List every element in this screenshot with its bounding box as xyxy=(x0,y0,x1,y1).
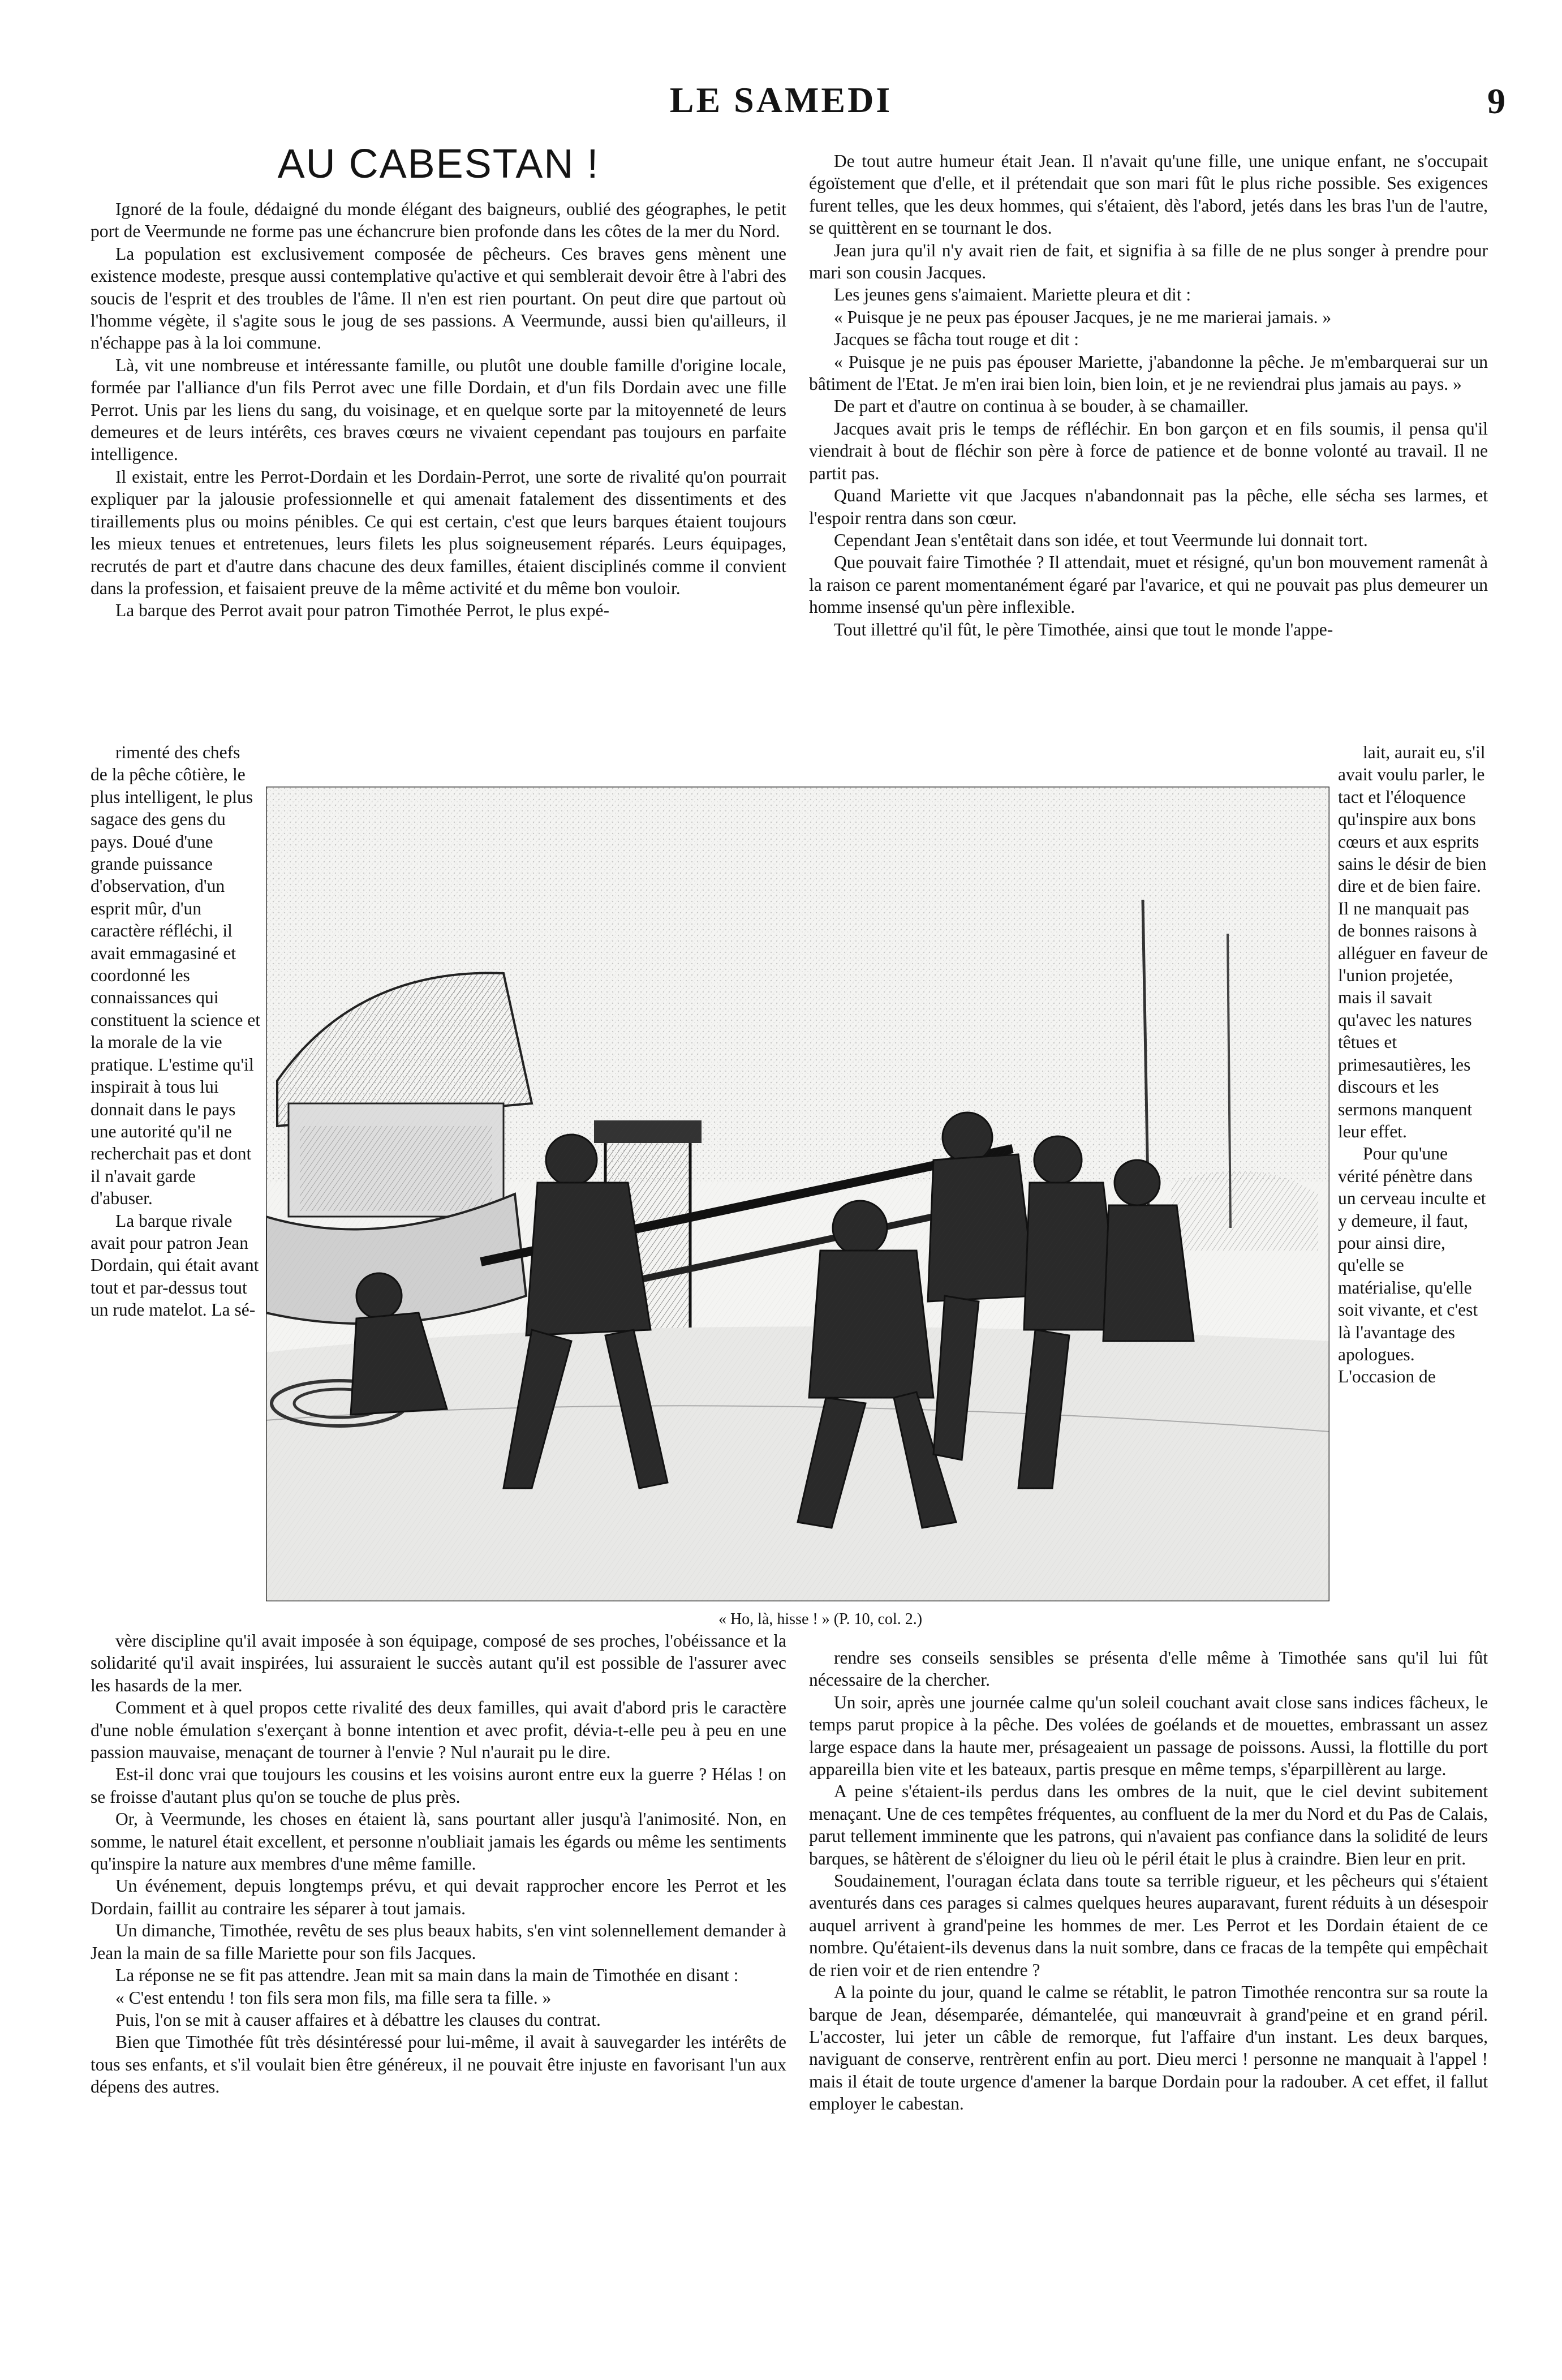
paragraph: Quand Mariette vit que Jacques n'abandonnait pas la pêche, elle sécha ses larmes, et l'espoir rentra dans son cœur. xyxy=(809,486,1488,528)
journal-title: LE SAMEDI xyxy=(669,80,893,120)
paragraph: Un événement, depuis longtemps prévu, et qui devait rapprocher encore les Perrot et les Dordain, faillit au contraire les séparer à tout jamais. xyxy=(91,1876,786,1918)
article-title: AU CABESTAN ! xyxy=(277,141,600,187)
paragraph: Jacques avait pris le temps de réfléchir. En bon garçon et en fils soumis, il pensa qu'il viendrait à bout de fléchir son père à force de patience et de bonne volonté au travail. Il ne partit pas. xyxy=(809,418,1488,483)
paragraph: Un soir, après une journée calme qu'un soleil couchant avait close sans indices fâcheux, le temps parut propice à la pêche. Des volées de goélands et de mouettes, embrassant un assez large espace dans la haute mer, présageaient un passage de poissons. Aussi, la flottille du port appareilla bien vite et les bateaux, partis presque en même temps, s'éparpillèrent au large. xyxy=(809,1692,1488,1780)
paragraph-group xyxy=(1338,741,1488,1388)
paragraph-group xyxy=(91,198,786,622)
paragraph: Puis, l'on se mit à causer affaires et à débattre les clauses du contrat. xyxy=(115,2009,601,2030)
paragraph: La barque rivale avait pour patron Jean Dordain, qui était avant tout et par-dessus tout un rude matelot. La sé- xyxy=(91,1210,259,1320)
illustration-drawing xyxy=(266,787,1329,1601)
paragraph: Tout illettré qu'il fût, le père Timothée, ainsi que tout le monde l'appe- xyxy=(834,619,1333,639)
illustration-caption: « Ho, là, hisse ! » (P. 10, col. 2.) xyxy=(718,1610,923,1628)
paragraph: Soudainement, l'ouragan éclata dans toute sa terrible rigueur, et les pêcheurs qui s'étaient aventurés dans ces parages si calmes quelques heures auparavant, furent réduits à un désespoir auquel arrivent à grand'peine les hommes de mer. Les Perrot et les Dordain étaient de ce nombre. Qu'étaient-ils devenus dans la nuit sombre, dans ce fracas de la tempête qui empêchait de rien voir et de rien entendre ? xyxy=(809,1871,1488,1980)
paragraph: De tout autre humeur était Jean. Il n'avait qu'une fille, une unique enfant, ne s'occupait égoïstement que d'elle, et il prétendait que son mari fût le plus riche possible. Ses exigences furent telles, que les deux hommes, qui s'étaient, dès l'abord, jetés dans les bras l'un de l'autre, se quittèrent en se tournant le dos. xyxy=(809,151,1488,238)
paragraph: A peine s'étaient-ils perdus dans les ombres de la nuit, que le ciel devint subitement menaçant. Une de ces tempêtes fréquentes, au confluent de la mer du Nord et du Pas de Calais, parut tellement imminente que les patrons, qui n'avaient pas confiance dans la solidité de leurs barques, se hâtèrent de s'éloigner du lieu où le péril était le plus à craindre. Bien leur en prit. xyxy=(809,1781,1488,1868)
paragraph: Jean jura qu'il n'y avait rien de fait, et signifia à sa fille de ne plus songer à prendre pour mari son cousin Jacques. xyxy=(809,240,1488,283)
page-number: 9 xyxy=(1487,81,1505,121)
paragraph: Comment et à quel propos cette rivalité des deux familles, qui avait d'abord pris le caractère d'une noble émulation s'exerçant à bonne intention et avec profit, dévia-t-elle peu à peu en une passion mauvaise, menaçant de tourner à l'envie ? Nul n'aurait pu le dire. xyxy=(91,1698,786,1763)
left-wrap-column xyxy=(91,741,260,1321)
paragraph: « C'est entendu ! ton fils sera mon fils, ma fille sera ta fille. » xyxy=(115,1987,552,2008)
paragraph-group xyxy=(91,1630,786,2098)
paragraph-group xyxy=(91,741,260,1321)
paragraph: La population est exclusivement composée de pêcheurs. Ces braves gens mènent une existence modeste, presque aussi contemplative qu'active et qui semblerait devoir être à l'abri des soucis de l'esprit et des troubles de l'âme. Il n'en est rien pourtant. On peut dire que partout où l'homme végète, il s'agite sous le joug de ses passions. A Veermunde, aussi bien qu'ailleurs, il n'échappe pas à la loi commune. xyxy=(91,243,786,353)
paragraph: Que pouvait faire Timothée ? Il attendait, muet et résigné, qu'un bon mouvement ramenât à la raison ce parent momentanément égaré par l'avarice, et qui ne pouvait pas plus demeurer un homme insensé qu'un père inflexible. xyxy=(809,552,1488,617)
paragraph: Là, vit une nombreuse et intéressante famille, ou plutôt une double famille d'origine locale, formée par l'alliance d'un fils Perrot avec une fille Dordain, et d'un fils Dordain avec une fille Perrot. Unis par les liens du sang, du voisinage, et en quelque sorte par la mitoyenneté de leurs demeures et de leurs intérêts, ces braves cœurs ne vivaient cependant pas toujours en parfaite intelligence. xyxy=(91,355,786,465)
paragraph-group xyxy=(809,1647,1488,2115)
paragraph: Bien que Timothée fût très désintéressé pour lui-même, il avait à sauvegarder les intérêts de tous ses enfants, et s'il voulait bien être généreux, il ne pouvait être injuste en favorisant l'un aux dépens des autres. xyxy=(91,2032,786,2097)
paragraph: lait, aurait eu, s'il avait voulu parler, le tact et l'éloquence qu'inspire aux bons cœurs et aux esprits sains le désir de bien dire et de bien faire. Il ne manquait pas de bonnes raisons à alléguer en faveur de l'union projetée, mais il savait qu'avec les natures têtues et primesautières, les discours et les sermons manquent leur effet. xyxy=(1338,742,1488,1141)
paragraph: Un dimanche, Timothée, revêtu de ses plus beaux habits, s'en vint solennellement demander à Jean la main de sa fille Mariette pour son fils Jacques. xyxy=(91,1921,786,1963)
left-column-bottom xyxy=(91,1630,786,2098)
paragraph: Jacques se fâcha tout rouge et dit : xyxy=(834,329,1079,350)
paragraph: A la pointe du jour, quand le calme se rétablit, le patron Timothée rencontra sur sa route la barque de Jean, désemparée, démantelée, qui manœuvrait à grand'peine et en grand péril. L'accoster, lui jeter un câble de remorque, fut l'affaire d'un instant. Les deux barques, naviguant de conserve, rentrèrent enfin au port. Dieu merci ! personne ne manquait à l'appel ! mais il était de toute urgence d'amener la barque Dordain pour la radouber. A cet effet, il fallut employer le cabestan. xyxy=(809,1982,1488,2114)
paragraph: rimenté des chefs de la pêche côtière, le plus intelligent, le plus sagace des gens du pays. Doué d'une grande puissance d'observation, d'un esprit mûr, d'un caractère réfléchi, il avait emmagasiné et coordonné les connaissances qui constituent la science et la morale de la vie pratique. L'estime qu'il inspirait à tous lui donnait dans le pays une autorité qu'il ne recherchait pas et dont il n'avait garde d'abuser. xyxy=(91,742,261,1209)
paragraph: Ignoré de la foule, dédaigné du monde élégant des baigneurs, oublié des géographes, le petit port de Veermunde ne forme pas une échancrure bien profonde dans les côtes de la mer du Nord. xyxy=(91,199,786,242)
paragraph: « Puisque je ne peux pas épouser Jacques, je ne me marierai jamais. » xyxy=(834,307,1332,327)
right-column-bottom xyxy=(809,1647,1488,2115)
paragraph: rendre ses conseils sensibles se présenta d'elle même à Timothée sans qu'il lui fût nécessaire de la chercher. xyxy=(809,1648,1488,1690)
left-column-top xyxy=(91,141,786,622)
paragraph: vère discipline qu'il avait imposée à son équipage, composé de ses proches, l'obéissance et la solidarité qu'il avait inspirées, lui assuraient le succès autant qu'il est possible de l'assurer avec les hasards de la mer. xyxy=(91,1631,786,1695)
paragraph-group xyxy=(809,150,1488,641)
capstan-illustration xyxy=(266,787,1329,1601)
right-wrap-column xyxy=(1338,741,1488,1388)
paragraph: Pour qu'une vérité pénètre dans un cerveau inculte et y demeure, il faut, pour ainsi dire, qu'elle se matérialise, qu'elle soit vivante, et c'est là l'avantage des apologues. L'occasion de xyxy=(1338,1144,1486,1387)
paragraph: Est-il donc vrai que toujours les cousins et les voisins auront entre eux la guerre ? Hélas ! on se froisse d'autant plus qu'on se touche de plus près. xyxy=(91,1764,786,1807)
paragraph: Les jeunes gens s'aimaient. Mariette pleura et dit : xyxy=(834,285,1191,305)
right-column-top xyxy=(809,150,1488,641)
paragraph: Cependant Jean s'entêtait dans son idée, et tout Veermunde lui donnait tort. xyxy=(834,530,1368,550)
paragraph: Il existait, entre les Perrot-Dordain et les Dordain-Perrot, une sorte de rivalité qu'on pourrait expliquer par la jalousie professionnelle et qui amenait fatalement des dissentiments et des tiraillements plus ou moins pénibles. Ce qui est certain, c'est que leurs barques étaient toujours les mieux tenues et entretenues, leurs filets les plus soigneusement réparés. Leurs équipages, recrutés de part et d'autre dans chacune des deux familles, étaient disciplinés comme il convient dans la profession, et faisaient preuve de la même activité et du même bon vouloir. xyxy=(91,466,786,598)
paragraph: De part et d'autre on continua à se bouder, à se chamailler. xyxy=(834,396,1249,416)
paragraph: La barque des Perrot avait pour patron Timothée Perrot, le plus expé- xyxy=(115,600,610,621)
paragraph: Or, à Veermunde, les choses en étaient là, sans pourtant aller jusqu'à l'animosité. Non, en somme, le naturel était excellent, et personne n'oubliait jamais les égards ou même les sentiments qu'inspire la nature aux membres d'une même famille. xyxy=(91,1809,786,1874)
paragraph: La réponse ne se fit pas attendre. Jean mit sa main dans la main de Timothée en disant : xyxy=(115,1965,739,1986)
paragraph: « Puisque je ne puis pas épouser Mariette, j'abandonne la pêche. Je m'embarquerai sur un bâtiment de l'Etat. Je m'en irai bien loin, bien loin, et je ne reviendrai plus jamais au pays. » xyxy=(809,351,1488,394)
